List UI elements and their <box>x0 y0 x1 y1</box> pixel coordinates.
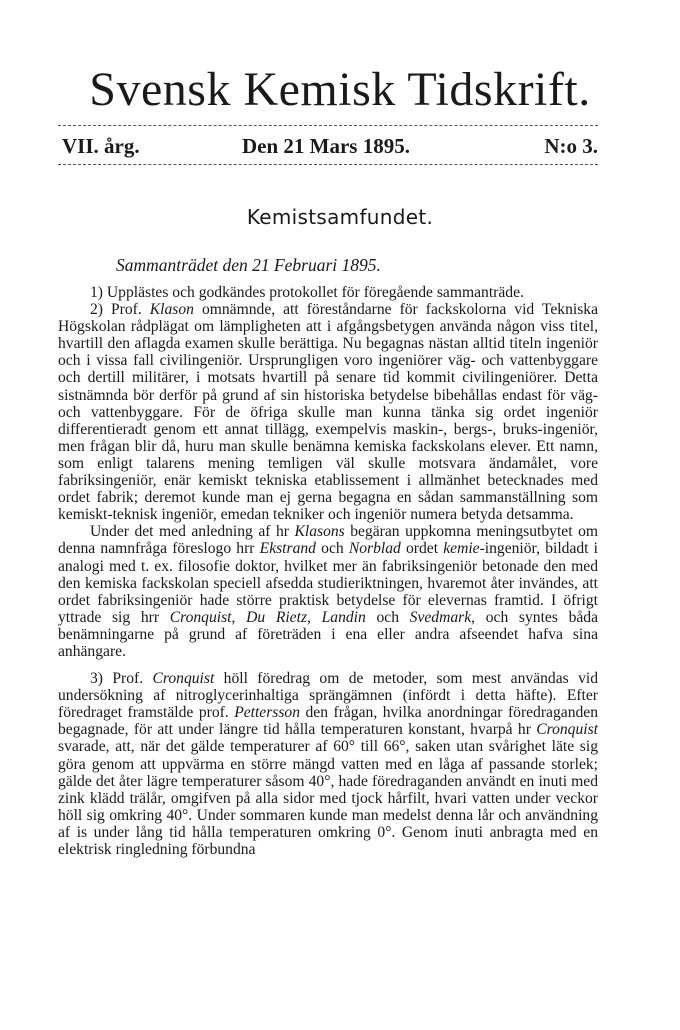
issue-number: N:o 3. <box>544 134 598 158</box>
paragraph: 3) Prof. Cronquist höll föredrag om de metoder, som mest användas vid undersökning af nitroglycerinhaltiga sprängämnen (infördt i detta häfte). Efter föredraget framstälde prof. Pettersson den frågan, hvilka anordningar föredraganden begagnade, för att under längre tid hålla temperaturen konstant, hvarpå hr Cronquist svarade, att, när det gälde temperaturer af 60° till 66°, saken utan svårighet läte sig göra genom att uppvärma en större mängd vatten med en låga af passande storlek; gälde det åter lägre temperaturer såsom 40°, hade föredraganden användt en inuti med zink klädd trälår, omgifven på alla sidor med tjock hårfilt, hvari vatten under veckor höll sig omkring 40°. Under sommaren kunde man medelst denna lår och användning af is under lång tid hålla temperaturen omkring 0°. Genom inuti anbragta med en elektrisk ringledning förbundna <box>58 670 599 858</box>
paragraph: 1) Upplästes och godkändes protokollet för föregående sammanträde. <box>90 284 524 301</box>
volume-label: VII. årg. <box>62 134 140 158</box>
issue-date: Den 21 Mars 1895. <box>242 134 410 158</box>
section-title: Kemistsamfundet. <box>246 205 434 229</box>
meeting-date: Sammanträdet den 21 Februari 1895. <box>116 255 381 275</box>
paragraph: 2) Prof. Klason omnämnde, att föreståndarne för fackskolorna vid Tekniska Högskolan rådplägat om lämpligheten att i afgångsbetygen använda någon viss titel, hvartill den aflagda examen skulle berättiga. Nu begagnas nästan alltid titeln ingeniör och i vissa fall civilingeniör. Ursprungligen voro ingeniörer väg- och vattenbyggare och dertill militärer, i motsats hvartill på senare tid kommit civilingeniörer. Detta sistnämnda bör derför på grund af sin historiska betydelse bibehållas endast för väg- och vattenbyggare. För de öfriga skulle man kunna tänka sig ordet ingeniör differentieradt genom ett annat tillägg, exempelvis maskin-, bergs-, bruks-ingeniör, men frågan blir då, huru man skulle benämna kemiska fackskolans elever. Ett namn, som enligt talarens mening temligen väl skulle motsvara ändamålet, vore fabriksingeniör, enär kemiskt tekniska etablissement i allmänhet betecknades med ordet fabrik; deremot kunde man ej gerna begagna en sådan sammanställning som kemiskt-teknisk ingeniör, emedan tekniker och ingeniör numera betyda detsamma. <box>58 301 598 524</box>
journal-masthead: Svensk Kemisk Tidskrift. <box>89 63 591 116</box>
article-body <box>58 284 598 858</box>
masthead-rule-bottom <box>58 164 598 165</box>
masthead-rule-top <box>58 125 598 126</box>
paragraph: Under det med anledning af hr Klasons begäran uppkomna meningsutbytet om denna namnfråga föreslogo hrr Ekstrand och Norblad ordet kemie-ingeniör, bildadt i analogi med t. ex. filosofie doktor, hvilket mer än fabriksingeniör betonade den med den kemiska fackskolan speciell afsedda studieriktningen, hvaremot åter invändes, att ordet fabriksingeniör hade större praktisk betydelse för elevernas framtid. I öfrigt yttrade sig hrr Cronquist, Du Rietz, Landin och Svedmark, och syntes båda benämningarne på grund af företräden i ena eller andra afseendet hafva sina anhängare. <box>58 523 599 660</box>
issue-line <box>60 134 598 160</box>
